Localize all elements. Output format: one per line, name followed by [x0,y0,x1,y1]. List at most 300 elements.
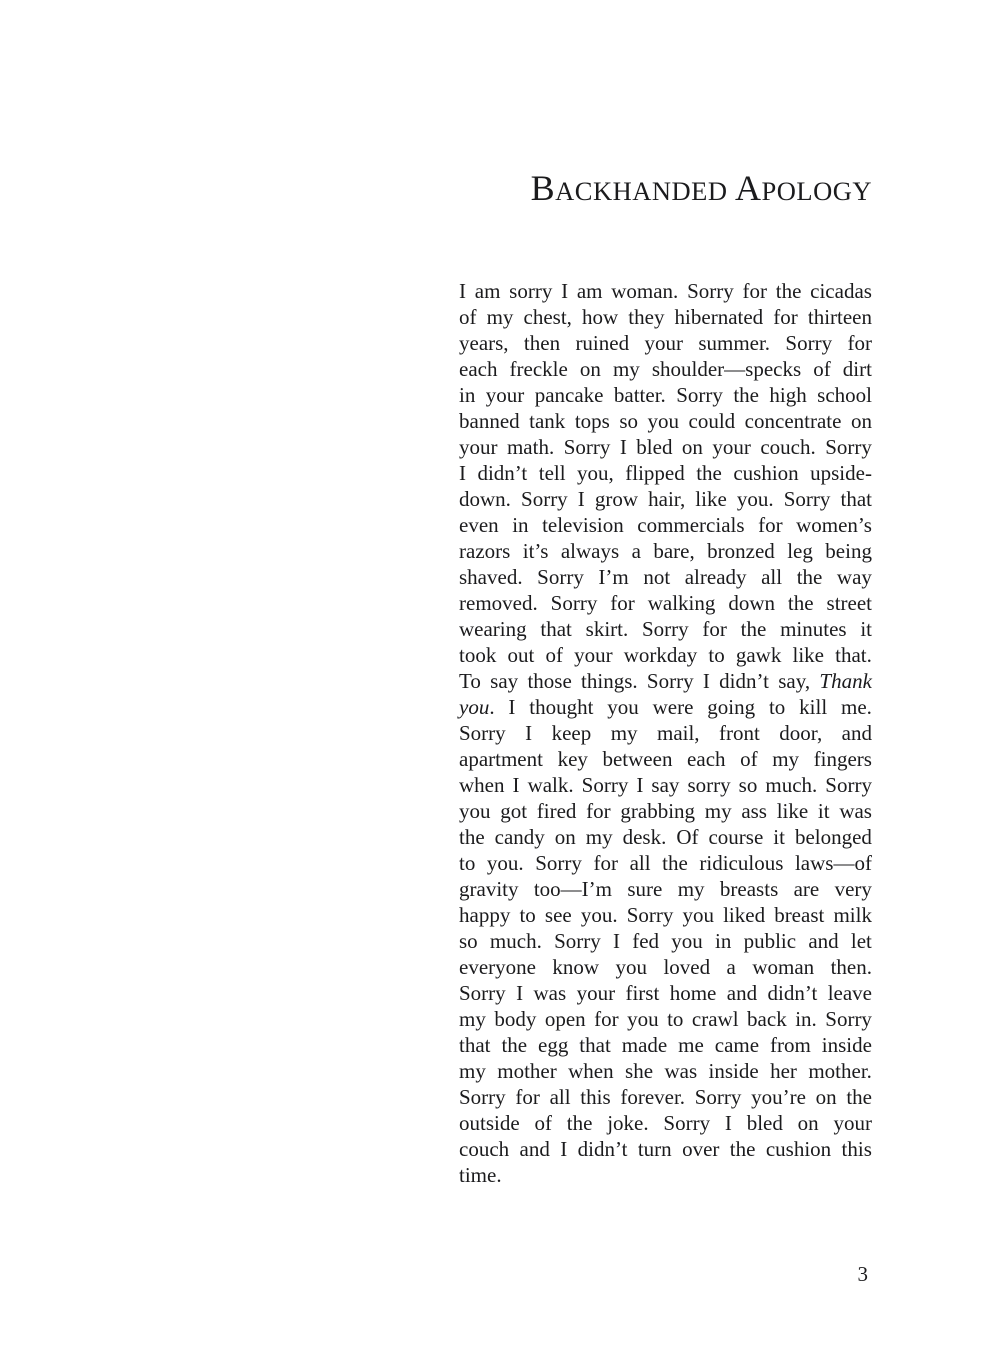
poem-word: Sorry [641,617,689,641]
poem-word: of [534,1111,552,1135]
poem-word: in [512,513,529,537]
poem-line [459,746,872,772]
poem-word: Sorry [535,851,582,875]
poem-word: on [681,435,703,459]
poem-line [459,1136,872,1162]
title-small-caps: POLOGY [761,176,872,206]
poem-word: took [459,643,497,667]
poem-word: Sorry [825,773,872,797]
poem-word: mother. [808,1059,872,1083]
page-number: 3 [857,1262,868,1286]
poem-word: on [815,1085,837,1109]
poem-word: so [738,773,758,797]
poem-word: television [542,513,624,537]
poem-word: way [836,565,872,589]
poem-word: and [726,981,758,1005]
poem-word: she [625,1059,654,1083]
poem-word: my [772,747,800,771]
poem-word: Sorry [825,435,872,459]
poem-line [459,330,872,356]
poem-word: turn [637,1137,672,1161]
poem-word: keep [551,721,592,745]
poem-word: my [704,799,732,823]
poem-word: dirt [842,357,872,381]
poem-word: I’m [598,565,629,589]
poem-word: laws—of [794,851,872,875]
poem-word: sure [627,877,663,901]
poem-word: Sorry [459,1085,506,1109]
poem-word: grow [594,487,639,511]
poem-word: the [662,851,688,875]
poem-word: didn’t [767,981,818,1005]
poem-word: that [459,1033,491,1057]
poem-word: your [712,435,751,459]
poem-line [459,460,872,486]
poem-word: candy [494,825,545,849]
poem-word: crawl [691,1007,739,1031]
poem-word: couch [459,1137,510,1161]
poem-word: I [459,461,466,485]
poem-line [459,668,872,694]
poem-word: it [817,799,830,823]
poem-word: always [560,539,620,563]
poem-word: then [523,331,561,355]
poem-word: the [787,591,814,615]
poem-word: your [644,331,683,355]
poem-line [459,642,872,668]
poem-word: math. [506,435,555,459]
poem-word: for [515,1085,540,1109]
poem-word: on [579,357,601,381]
poem-word: see [544,903,572,927]
poem-word: upside- [810,461,872,485]
poem-word: Of [676,825,699,849]
poem-word: I [619,435,627,459]
poem-word: my [612,357,640,381]
poem-word: it [860,617,872,641]
poem-word: shoulder—specks [651,357,802,381]
poem-word: this [841,1137,872,1161]
poem-word: being [825,539,872,563]
poem-word: all [761,565,783,589]
poem-word: key [557,747,588,771]
poem-line [459,486,872,512]
poem-word: public [743,929,797,953]
poem-line [459,954,872,980]
poem-word: for [594,1007,619,1031]
poem-word: years, [459,331,509,355]
poem-word: fired [536,799,577,823]
poem-word: inside [708,1059,759,1083]
poem-word: are [793,877,820,901]
poem-word: your [833,1111,872,1135]
title-initial: A [735,168,762,208]
poem-word: Sorry [687,279,734,303]
poem-word: came [714,1033,760,1057]
poem-word: all [549,1085,571,1109]
poem-word: happy [459,903,511,927]
poem-word: apartment [459,747,543,771]
poem-word: then. [830,955,872,979]
poem-line [459,876,872,902]
poem-word: to [459,851,476,875]
poem-word: Sorry [459,981,506,1005]
poem-word: you. [580,903,618,927]
poem-line [459,1006,872,1032]
poem-word: like [776,799,809,823]
poem-word: they [628,305,665,329]
poem-word: and [841,721,872,745]
poem-word: grabbing [620,799,696,823]
poem-line [459,408,872,434]
poem-word: you. [486,851,524,875]
poem-word: you [682,903,714,927]
poem-word: down. [459,487,511,511]
poem-word: I [508,695,516,719]
poem-word: bronzed [707,539,775,563]
poem-word: walk. [527,773,574,797]
poem-word: Sorry [550,591,598,615]
poem-word: in [459,383,476,407]
title-initial: B [530,168,556,208]
poem-word: course [708,825,764,849]
poem-word: things. [581,669,638,693]
poem-word: you. [459,695,495,719]
poem-word: to [667,1007,684,1031]
poem-word: the [733,383,759,407]
poem-word: high [769,383,807,407]
poem-word: you. [736,487,774,511]
poem-word: your [576,981,616,1005]
poem-word: forever. [620,1085,686,1109]
poem-word: me. [841,695,872,719]
poem-word: Sorry [646,669,694,693]
poem-word: cicadas [810,279,872,303]
poem-word: a [631,539,641,563]
poem-word: my [459,1059,486,1083]
poem-word: you [615,955,648,979]
poem-word: in. [795,1007,817,1031]
poem-word: am [474,279,501,303]
poem-word: fed [632,929,660,953]
poem-word: this [580,1085,611,1109]
poem-word: Sorry [459,721,506,745]
poem-word: so [459,929,478,953]
poem-word: my [486,305,514,329]
poem-word: the [846,1085,872,1109]
poem-word: much. [489,929,542,953]
poem-word: all [629,851,651,875]
poem-word: cushion [765,1137,832,1161]
poem-word: your [574,643,613,667]
poem-word: bled [636,435,673,459]
poem-word: it’s [522,539,549,563]
poem-word: open [544,1007,586,1031]
poem-word: commercials [637,513,745,537]
poem-word: her [770,1059,797,1083]
poem-line [459,538,872,564]
poem-line [459,850,872,876]
poem-word: I [560,1137,568,1161]
poem-word: you [627,1007,659,1031]
poem-word: body [494,1007,537,1031]
poem-word: ridiculous [699,851,784,875]
poem-word: you, [577,461,614,485]
poem-word: on [850,409,872,433]
poem-word: each [687,747,726,771]
poem-word: leg [787,539,813,563]
poem-word: got [500,799,528,823]
poem-line [459,616,872,642]
poem-line [459,512,872,538]
poem-word: outside [459,1111,520,1135]
poem-line [459,1058,872,1084]
poem-word: those [527,669,572,693]
poem-word: tops [574,409,610,433]
poem-line [459,382,872,408]
poem-word: and [519,1137,550,1161]
poem-line [459,798,872,824]
poem-word: for [593,851,618,875]
poem-word: Sorry [581,773,629,797]
poem-word: the [459,825,485,849]
poem-word: not [643,565,671,589]
poem-word: my [585,825,613,849]
poem-word: the [775,279,802,303]
poem-word: very [834,877,872,901]
poem-line [459,980,872,1006]
poem-word: ass [741,799,767,823]
poem-word: front [719,721,760,745]
poem-word: for [773,305,798,329]
poem-word: razors [459,539,511,563]
poem-word: for [847,331,872,355]
poem-word: to [519,903,536,927]
poem-word: I [516,981,524,1005]
poem-word: Sorry [783,487,831,511]
poem-word: it [773,825,785,849]
poem-word: I [724,1111,732,1135]
poem-word: how [582,305,619,329]
poem-word: a [726,955,736,979]
poem-line [459,278,872,304]
poem-line [459,824,872,850]
poem-word: walking [647,591,716,615]
poem-word: when [568,1059,614,1083]
poem-word: my [610,721,638,745]
poem-word: I [577,487,585,511]
poem-word: school [817,383,872,407]
poem-word: for [586,799,611,823]
poem-word: of [545,643,563,667]
poem-word: like [792,643,824,667]
poem-word: Sorry [626,903,674,927]
poem-line [459,1162,872,1188]
poem-line [459,356,872,382]
poem-word: over [682,1137,720,1161]
poem-word: mail, [656,721,700,745]
poem-word: the [566,1111,593,1135]
poem-word: the [501,1033,528,1057]
poem-word: I [525,721,533,745]
poem-word: was [664,1059,698,1083]
poem-word: the [729,1137,756,1161]
title-small-caps: ACKHANDED [555,176,728,206]
poem-line [459,1084,872,1110]
poem-word: that. [835,643,872,667]
poem-word: for [758,513,783,537]
poem-word: for [742,279,767,303]
poem-word: that [540,617,572,641]
poem-word: thought [529,695,594,719]
poem-line [459,902,872,928]
poem-word: on [554,825,576,849]
poem-word: door, [779,721,823,745]
poem-word: leave [827,981,872,1005]
poem-word: women’s [796,513,872,537]
poem-word: ruined [575,331,630,355]
poem-word: gawk [735,643,782,667]
poem-word: liked [723,903,766,927]
poem-word: you [459,799,491,823]
poem-word: already [684,565,747,589]
poem-word: Sorry [676,383,723,407]
poem-line [459,772,872,798]
poem-word: banned [459,409,520,433]
poem-word: and [808,929,839,953]
poem-word: desk. [622,825,667,849]
poem-word: I [636,773,644,797]
poem-word: egg [538,1033,569,1057]
poem-word: everyone [459,955,536,979]
poem-word: milk [833,903,872,927]
poem-word: sorry [687,773,731,797]
poem-word: woman. [611,279,679,303]
poem-word: To [459,669,481,693]
poem-word: hibernated [674,305,764,329]
poem-word: even [459,513,499,537]
poem-word: from [769,1033,811,1057]
poem-line [459,1110,872,1136]
poem-word: sorry [509,279,553,303]
poem-word: freckle [509,357,568,381]
poem-word: know [552,955,600,979]
poem-word: much. [765,773,818,797]
poem-word: breasts [719,877,779,901]
poem-word: were [652,695,694,719]
poem-word: to [708,643,725,667]
poem-word: kill [799,695,828,719]
poem-word: I [612,929,620,953]
poem-line [459,590,872,616]
poem-word: Sorry [537,565,584,589]
poem-word: say [490,669,519,693]
poem-word: back [747,1007,787,1031]
poem-word: Sorry [825,1007,872,1031]
poem-word: bled [746,1111,783,1135]
poem-word: hair, [648,487,686,511]
poem-word: fingers [813,747,872,771]
poem-word: so [619,409,639,433]
poem-word: tank [529,409,566,433]
poem-word: shaved. [459,565,523,589]
poem-word: too—I’m [533,877,612,901]
poem-word: time. [459,1163,502,1187]
poem-word: minutes [780,617,847,641]
poem-word: batter. [613,383,666,407]
poem-word: each [459,357,498,381]
poem-word: on [797,1111,819,1135]
poem-word: I [561,279,569,303]
poem-word: removed. [459,591,538,615]
poem-word: the [796,565,823,589]
poem-word: I [702,669,710,693]
poem-word: didn’t [719,669,769,693]
poem-word: you [671,929,703,953]
poem-word: loved [663,955,711,979]
poem-word: flipped [625,461,685,485]
poem-word: concentrate [744,409,842,433]
poem-word: say, [778,669,811,693]
poem-word: for [702,617,727,641]
poem-word: inside [821,1033,872,1057]
poem-word: belonged [794,825,872,849]
poem-word: down [728,591,775,615]
poem-word: didn’t [477,461,528,485]
poem-word: you’re [751,1085,806,1109]
poem-word: I [459,279,466,303]
poem-word: breast [774,903,825,927]
poem-word: the [696,461,722,485]
poem-word: woman [752,955,815,979]
poem-word: when [459,773,505,797]
poem-word: your [459,435,498,459]
poem-word: tell [538,461,566,485]
poem-word: your [485,383,525,407]
poem-line [459,304,872,330]
poem-word: Sorry [694,1085,742,1109]
poem-word: Sorry [563,435,611,459]
poem-word: going [707,695,756,719]
poem-word: cushion [733,461,799,485]
poem-word: of [459,305,477,329]
poem-title [531,167,872,209]
poem-word: pancake [534,383,604,407]
poem-word: home [669,981,717,1005]
poem-word: of [740,747,758,771]
poem-word: didn’t [577,1137,628,1161]
poem-word: Sorry [663,1111,711,1135]
poem-word: first [625,981,660,1005]
poem-word: Thank [819,669,872,693]
poem-word: I [512,773,520,797]
poem-word: couch. [760,435,816,459]
poem-word: was [839,799,872,823]
poem-line [459,1032,872,1058]
poem-word: could [688,409,736,433]
poem-word: am [576,279,603,303]
poem-word: like [695,487,727,511]
poem-word: my [677,877,705,901]
poem-word: chest, [523,305,572,329]
poem-word: Sorry [785,331,833,355]
poem-word: my [459,1007,486,1031]
poem-word: summer. [698,331,771,355]
poem-word: you [607,695,639,719]
poem-line [459,694,872,720]
poem-word: out [507,643,535,667]
poem-word: that [579,1033,611,1057]
